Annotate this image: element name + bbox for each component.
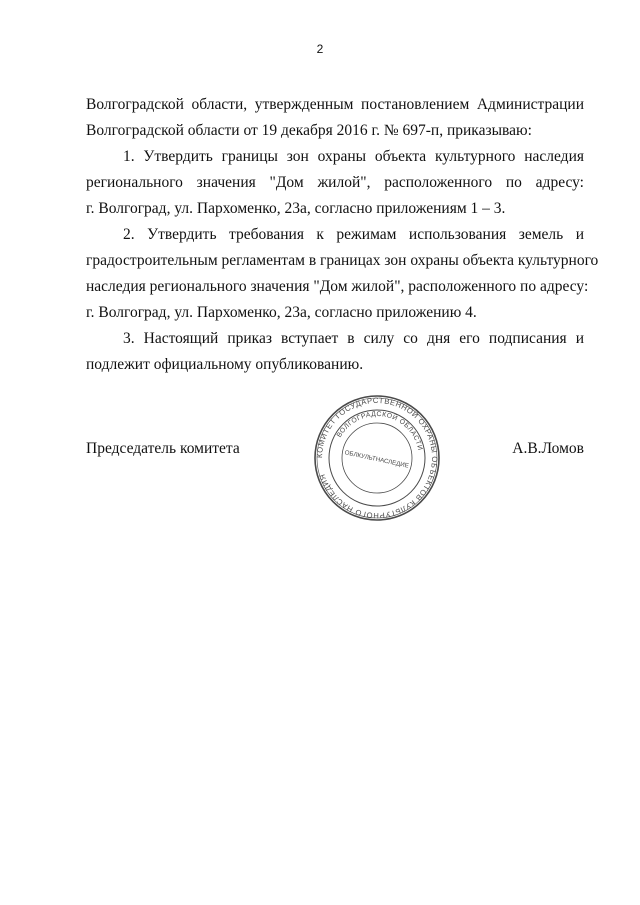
paragraph-line: Волгоградской области, утвержденным постановлением Администрации: [86, 96, 584, 113]
svg-text:ВОЛГОГРАДСКОЙ ОБЛАСТИ: [336, 411, 423, 451]
stamp-outer-text: КОМИТЕТ ГОСУДАРСТВЕННОЙ ОХРАНЫ ОБЪЕКТОВ КУЛЬТУРНОГО НАСЛЕДИЯ: [314, 395, 440, 521]
page-number: 2: [316, 42, 324, 56]
signatory-name: А.В.Ломов: [512, 440, 584, 457]
signatory-title: Председатель комитета: [86, 440, 240, 457]
paragraph-line: г. Волгоград, ул. Пархоменко, 23а, согласно приложению 4.: [86, 304, 477, 321]
paragraph-line: подлежит официальному опубликованию.: [86, 356, 364, 373]
paragraph-line: Волгоградской области от 19 декабря 2016 г. № 697-п, приказываю:: [86, 122, 532, 139]
stamp-center-text: ОБЛКУЛЬТНАСЛЕДИЕ: [344, 449, 410, 470]
paragraph-line: 1. Утвердить границы зон охраны объекта культурного наследия: [123, 148, 584, 165]
paragraph-line: регионального значения "Дом жилой", расположенного по адресу:: [86, 174, 584, 191]
official-stamp-icon: [313, 394, 441, 522]
stamp-inner-text: ВОЛГОГРАДСКОЙ ОБЛАСТИ: [335, 410, 424, 452]
paragraph-line: г. Волгоград, ул. Пархоменко, 23а, согласно приложениям 1 – 3.: [86, 200, 506, 217]
paragraph-line: 2. Утвердить требования к режимам использования земель и: [123, 226, 584, 243]
paragraph-line: градостроительным регламентам в границах зон охраны объекта культурного: [86, 252, 599, 269]
paragraph-line: наследия регионального значения "Дом жилой", расположенного по адресу:: [86, 278, 589, 295]
paragraph-line: 3. Настоящий приказ вступает в силу со дня его подписания и: [123, 330, 584, 347]
